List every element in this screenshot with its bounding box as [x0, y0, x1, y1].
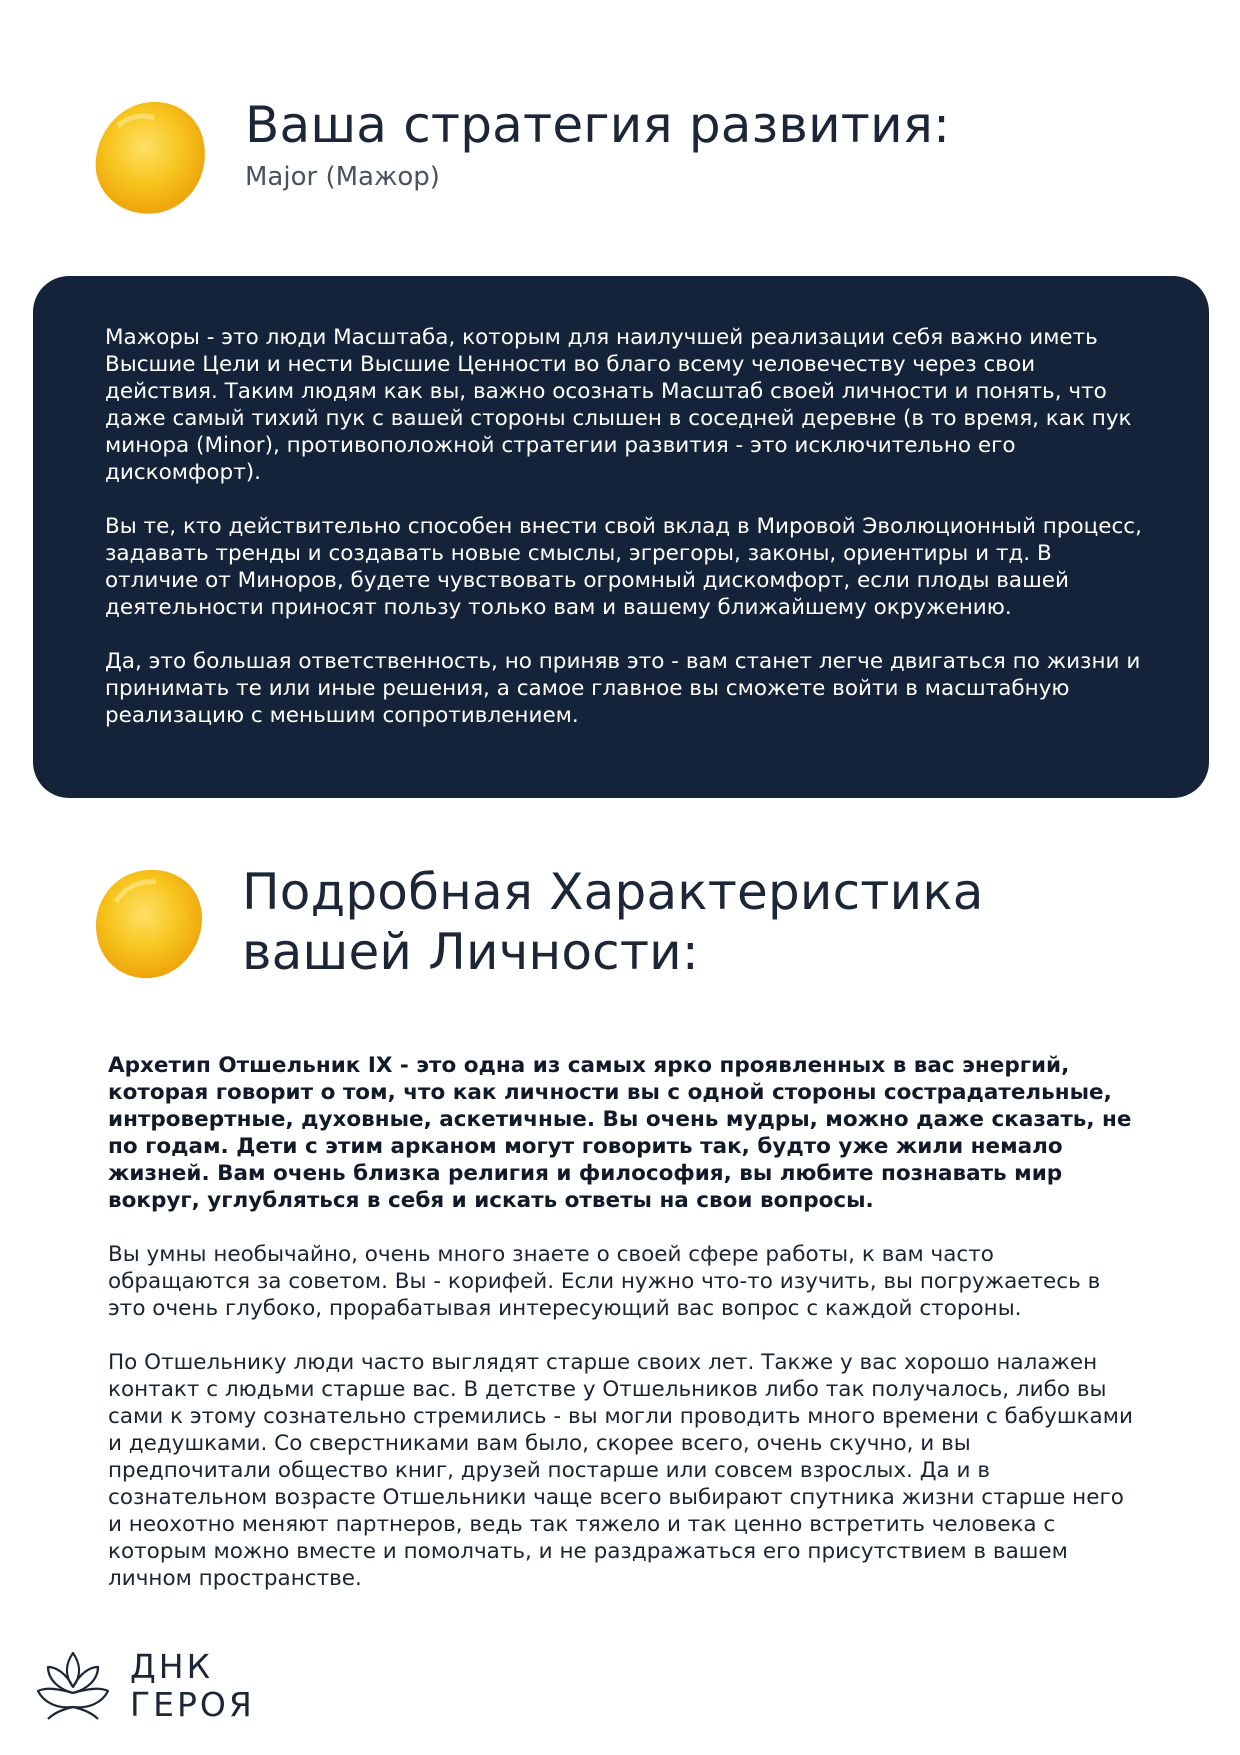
- body-paragraph: Архетип Отшельник IX - это одна из самых ярко проявленных в вас энергий, которая говорит о том, что как личности вы с одной стороны сострадательные, интровертные, духовные, аскетичные. Вы очень мудры, можно даже сказать, не по годам. Дети с этим арканом могут говорить так, будто уже жили немало жизней. Вам очень близка религия и философия, вы любите познавать мир вокруг, углубляться в себя и искать ответы на свои вопросы.: [108, 1053, 1132, 1213]
- body-paragraph: По Отшельнику люди часто выглядят старше своих лет. Также у вас хорошо налажен контакт с людьми старше вас. В детстве у Отшельников либо так получалось, либо вы сами к этому сознательно стремились - вы могли проводить много времени с бабушками и дедушками. Со сверстниками вам было, скорее всего, очень скучно, и вы предпочитали общество книг, друзей постарше или совсем взрослых. Да и в сознательном возрасте Отшельники чаще всего выбирают спутника жизни старше него и неохотно меняют партнеров, ведь так тяжело и так ценно встретить человека с которым можно вместе и помолчать, и не раздражаться его присутствием в вашем личном пространстве.: [108, 1350, 1133, 1591]
- body-paragraph: Вы умны необычайно, очень много знаете о своей сфере работы, к вам часто обращаются за советом. Вы - корифей. Если нужно что-то изучить, вы погружаетесь в это очень глубоко, прорабатывая интересующий вас вопрос с каждой стороны.: [108, 1242, 1101, 1321]
- lotus-icon: [36, 1649, 110, 1723]
- strategy-subtitle: Major (Мажор): [245, 162, 440, 192]
- card-paragraph: Вы те, кто действительно способен внести свой вклад в Мировой Эволюционный процесс, задавать тренды и создавать новые смыслы, эгрегоры, законы, ориентиры и тд. В отличие от Миноров, будете чувствовать огромный дискомфорт, если плоды вашей деятельности приносят пользу только вам и вашему ближайшему окружению.: [105, 514, 1142, 620]
- brand-line-1: ДНК: [130, 1647, 214, 1686]
- card-paragraph: Да, это большая ответственность, но приняв это - вам станет легче двигаться по жизни и принимать те или иные решения, а самое главное вы сможете войти в масштабную реализацию с меньшим сопротивлением.: [105, 649, 1141, 728]
- brand-logo: [36, 1648, 255, 1724]
- card-paragraph: Мажоры - это люди Масштаба, которым для наилучшей реализации себя важно иметь Высшие Цели и нести Высшие Ценности во благо всему человечеству через свои действия. Таким людям как вы, важно осознать Масштаб своей личности и понять, что даже самый тихий пук с вашей стороны слышен в соседней деревне (в то время, как пук минора (Minor), противоположной стратегии развития - это исключительно его дискомфорт).: [105, 325, 1132, 485]
- strategy-card: [33, 276, 1209, 798]
- brand-name: [130, 1648, 255, 1724]
- strategy-card-text: [105, 324, 1145, 756]
- page-title: Ваша стратегия развития:: [245, 96, 951, 154]
- personality-description: [108, 1052, 1138, 1619]
- sun-decoration-icon: [88, 862, 212, 986]
- sun-decoration-icon: [88, 96, 212, 220]
- brand-line-2: ГЕРОЯ: [130, 1685, 255, 1724]
- section-title: Подробная Характеристика вашей Личности:: [242, 863, 984, 981]
